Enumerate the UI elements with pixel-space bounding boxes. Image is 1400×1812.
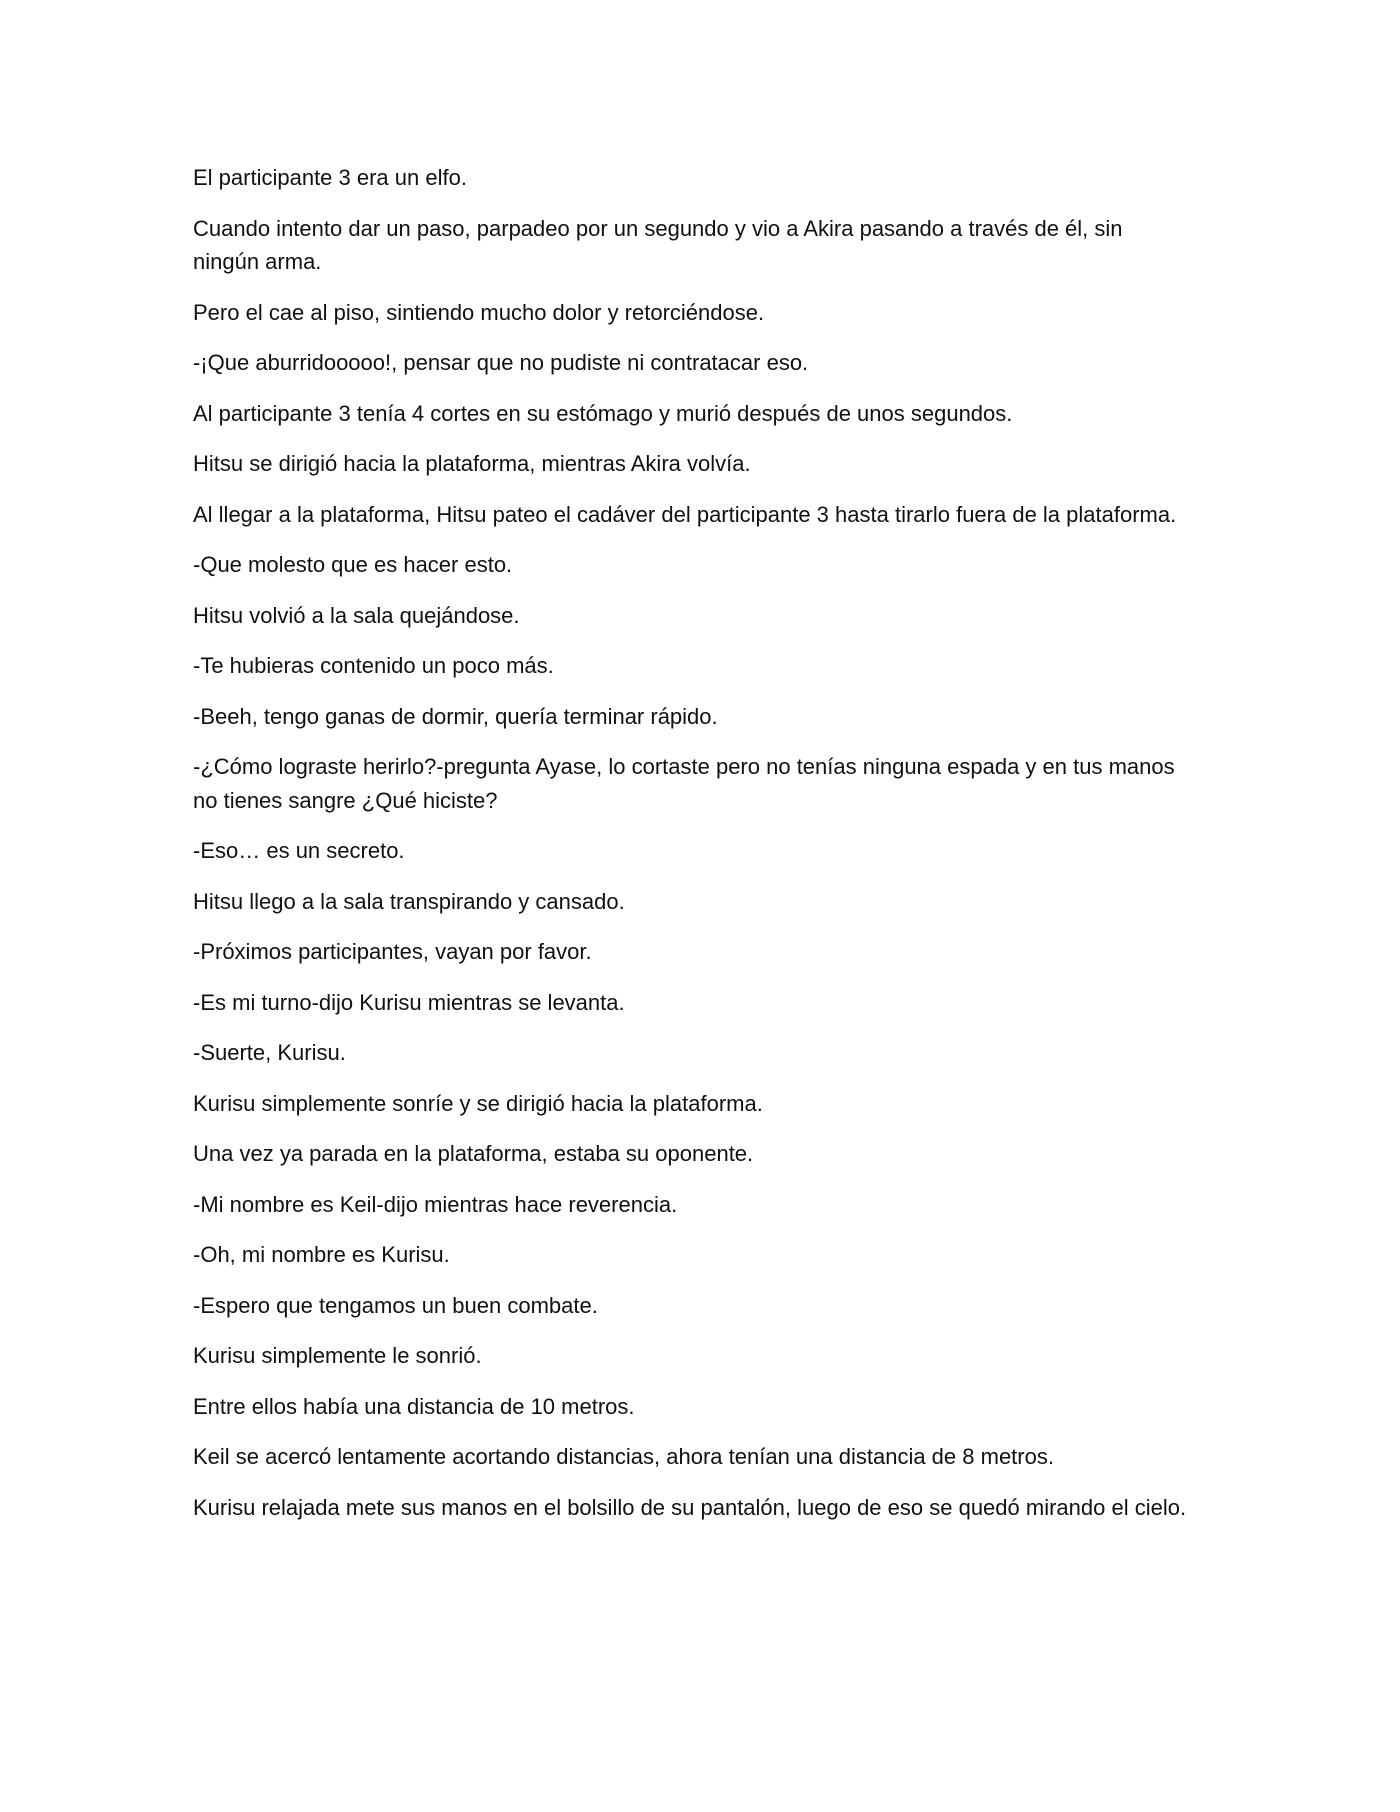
paragraph: Kurisu relajada mete sus manos en el bolsillo de su pantalón, luego de eso se quedó mirando el cielo. [193, 1494, 1187, 1520]
paragraph: -Que molesto que es hacer esto. [193, 552, 513, 577]
paragraph: Kurisu simplemente sonríe y se dirigió hacia la plataforma. [193, 1090, 763, 1116]
paragraph: -Beeh, tengo ganas de dormir, quería terminar rápido. [193, 703, 718, 729]
paragraph: -Oh, mi nombre es Kurisu. [193, 1242, 450, 1267]
paragraph: Al llegar a la plataforma, Hitsu pateo el cadáver del participante 3 hasta tirarlo fuera de la plataforma. [193, 501, 1177, 527]
paragraph: -Mi nombre es Keil-dijo mientras hace reverencia. [193, 1191, 678, 1217]
paragraph: Kurisu simplemente le sonrió. [193, 1343, 482, 1368]
paragraph: Keil se acercó lentamente acortando distancias, ahora tenían una distancia de 8 metros. [193, 1444, 1054, 1469]
paragraph: El participante 3 era un elfo. [193, 165, 467, 190]
paragraph: Cuando intento dar un paso, parpadeo por un segundo y vio a Akira pasando a través de él, sin ningún arma. [193, 215, 1123, 274]
paragraph: -Te hubieras contenido un poco más. [193, 653, 554, 678]
paragraph: Hitsu se dirigió hacia la plataforma, mientras Akira volvía. [193, 451, 751, 476]
paragraph: Una vez ya parada en la plataforma, estaba su oponente. [193, 1141, 754, 1166]
paragraph: -¿Cómo lograste herirlo?-pregunta Ayase, lo cortaste pero no tenías ninguna espada y en tus manos no tienes sangre ¿Qué hiciste? [193, 754, 1175, 813]
paragraph: -Eso… es un secreto. [193, 838, 405, 863]
paragraph: Hitsu volvió a la sala quejándose. [193, 602, 520, 628]
paragraph: Entre ellos había una distancia de 10 metros. [193, 1393, 635, 1419]
paragraph: -Suerte, Kurisu. [193, 1040, 346, 1065]
paragraph: -Próximos participantes, vayan por favor. [193, 939, 592, 964]
paragraph: Hitsu llego a la sala transpirando y cansado. [193, 888, 625, 914]
paragraph: Al participante 3 tenía 4 cortes en su estómago y murió después de unos segundos. [193, 400, 1013, 426]
paragraph: Pero el cae al piso, sintiendo mucho dolor y retorciéndose. [193, 299, 765, 325]
document-body [193, 161, 1193, 1541]
paragraph: -¡Que aburridooooo!, pensar que no pudiste ni contratacar eso. [193, 350, 809, 375]
paragraph: -Espero que tengamos un buen combate. [193, 1292, 598, 1318]
paragraph: -Es mi turno-dijo Kurisu mientras se levanta. [193, 989, 625, 1015]
